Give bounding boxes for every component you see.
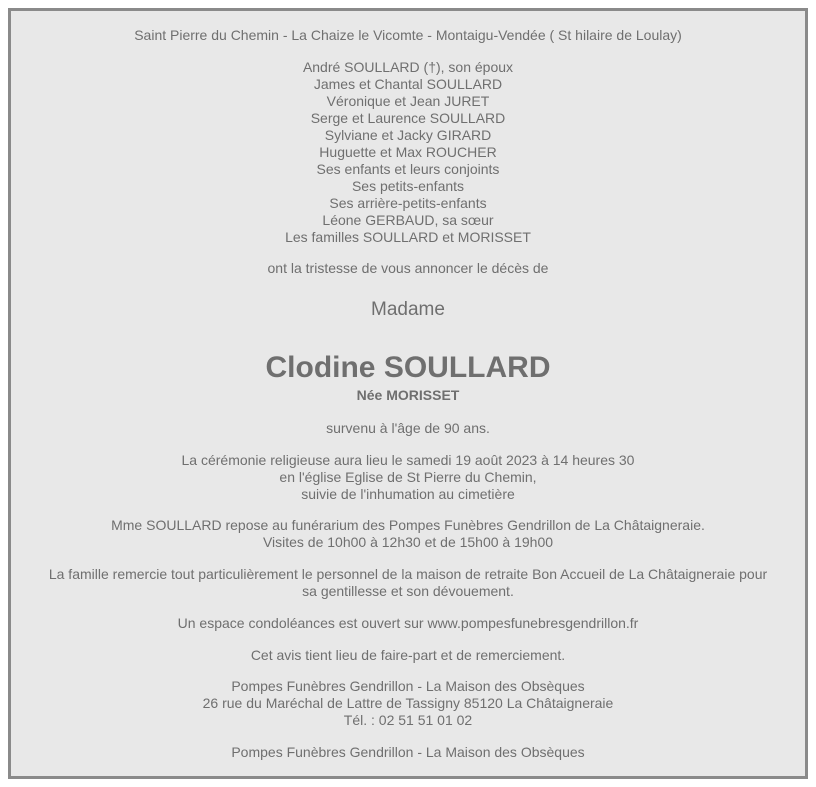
family-member: James et Chantal SOULLARD	[313, 76, 503, 92]
obituary-frame	[8, 8, 808, 779]
deceased-name: Clodine SOULLARD	[265, 351, 551, 384]
family-thanks	[31, 566, 785, 600]
honorific-title: Madame	[371, 299, 445, 320]
phone-number: Tél. : 02 51 51 01 02	[343, 712, 473, 728]
funerarium-line: Mme SOULLARD repose au funérarium des Pompes Funèbres Gendrillon de La Châtaigneraie.	[111, 517, 705, 533]
family-member: Véronique et Jean JURET	[326, 93, 490, 109]
funerarium-details	[11, 517, 805, 551]
condolences-line: Un espace condoléances est ouvert sur www.pompesfunebresgendrillon.fr	[177, 615, 639, 631]
family-member: Les familles SOULLARD et MORISSET	[285, 229, 531, 245]
family-member: Ses arrière-petits-enfants	[329, 195, 487, 211]
family-member: Huguette et Max ROUCHER	[319, 144, 497, 160]
street-address: 26 rue du Maréchal de Lattre de Tassigny 85120 La Châtaigneraie	[202, 695, 614, 711]
age-line: survenu à l'âge de 90 ans.	[326, 420, 490, 436]
family-member: Serge et Laurence SOULLARD	[310, 110, 506, 126]
family-member: Ses petits-enfants	[351, 178, 465, 194]
ceremony-line: suivie de l'inhumation au cimetière	[301, 486, 515, 502]
family-list	[11, 59, 805, 246]
maiden-name: Née MORISSET	[356, 387, 460, 403]
locations-line: Saint Pierre du Chemin - La Chaize le Vicomte - Montaigu-Vendée ( St hilaire de Loulay)	[134, 27, 682, 43]
funeral-home-name: Pompes Funèbres Gendrillon - La Maison des Obsèques	[231, 678, 585, 694]
notice-line: Cet avis tient lieu de faire-part et de remerciement.	[250, 647, 566, 663]
funeral-home-address	[11, 678, 805, 729]
ceremony-line: La cérémonie religieuse aura lieu le samedi 19 août 2023 à 14 heures 30	[181, 452, 635, 468]
thanks-line: La famille remercie tout particulièrement le personnel de la maison de retraite Bon Accueil de La Châtaigneraie pour	[48, 566, 768, 582]
family-member: André SOULLARD (†), son époux	[302, 59, 514, 75]
footer-funeral-home: Pompes Funèbres Gendrillon - La Maison des Obsèques	[231, 744, 585, 760]
ceremony-details	[11, 452, 805, 503]
announcement-text: ont la tristesse de vous annoncer le décès de	[267, 260, 549, 276]
visiting-hours: Visites de 10h00 à 12h30 et de 15h00 à 19h00	[262, 534, 554, 550]
ceremony-line: en l'église Eglise de St Pierre du Chemin,	[279, 469, 537, 485]
family-member: Ses enfants et leurs conjoints	[316, 161, 500, 177]
family-member: Léone GERBAUD, sa sœur	[322, 212, 494, 228]
family-member: Sylviane et Jacky GIRARD	[324, 127, 492, 143]
thanks-line: sa gentillesse et son dévouement.	[302, 583, 514, 599]
